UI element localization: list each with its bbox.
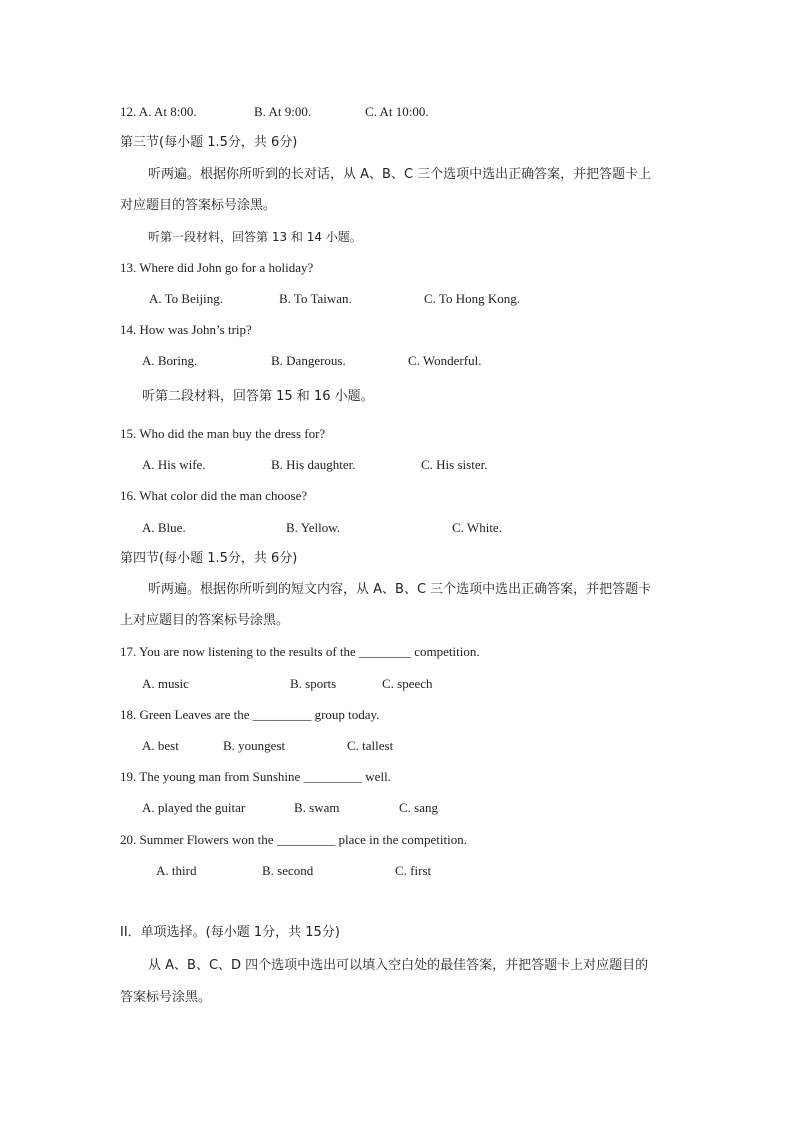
part2-instruction-line1: 从 A、B、C、D 四个选项中选出可以填入空白处的最佳答案，并把答题卡上对应题目的 [148, 958, 649, 973]
q12-stem: 12. A. At 8:00. [120, 104, 197, 119]
q19-option-a: A. played the guitar [142, 800, 246, 815]
q13-option-a: A. To Beijing. [149, 291, 223, 306]
q17-option-b: B. sports [290, 676, 337, 691]
q13-option-b: B. To Taiwan. [279, 291, 352, 306]
q13-stem: 13. Where did John go for a holiday? [120, 260, 314, 275]
q16-option-b: B. Yellow. [286, 520, 341, 535]
q14-stem: 14. How was John’s trip? [120, 322, 252, 337]
section3-instruction-line2: 对应题目的答案标号涂黑。 [120, 198, 277, 213]
q15-option-b: B. His daughter. [271, 457, 356, 472]
q14-option-b: B. Dangerous. [271, 353, 346, 368]
q17-option-a: A. music [142, 676, 189, 691]
q15-option-a: A. His wife. [142, 457, 206, 472]
q14-option-a: A. Boring. [142, 353, 198, 368]
q20-option-a: A. third [156, 863, 197, 878]
q18-option-c: C. tallest [347, 738, 394, 753]
q19-option-c: C. sang [399, 800, 438, 815]
section4-title: 第四节(每小题 1.5分，共 6分) [120, 551, 298, 566]
q16-stem: 16. What color did the man choose? [120, 488, 308, 503]
section4-instruction-line2: 上对应题目的答案标号涂黑。 [120, 613, 290, 628]
q16-option-a: A. Blue. [142, 520, 186, 535]
part2-instruction-line2: 答案标号涂黑。 [120, 990, 212, 1005]
q18-option-a: A. best [142, 738, 179, 753]
q16-option-c: C. White. [452, 520, 502, 535]
q12-option-c: C. At 10:00. [365, 104, 429, 119]
q14-option-c: C. Wonderful. [408, 353, 482, 368]
section4-instruction-line1: 听两遍。根据你所听到的短文内容，从 A、B、C 三个选项中选出正确答案，并把答题卡 [148, 582, 652, 597]
q13-option-c: C. To Hong Kong. [424, 291, 520, 306]
q12-option-b: B. At 9:00. [254, 104, 312, 119]
q20-stem: 20. Summer Flowers won the _________ place in the competition. [120, 832, 467, 847]
part2-title: II．单项选择。(每小题 1分，共 15分) [120, 925, 340, 940]
q17-stem: 17. You are now listening to the results of the ________ competition. [120, 644, 480, 659]
q20-option-c: C. first [395, 863, 432, 878]
material2-heading: 听第二段材料，回答第 15 和 16 小题。 [142, 389, 374, 404]
q18-option-b: B. youngest [223, 738, 286, 753]
q18-stem: 18. Green Leaves are the _________ group today. [120, 707, 380, 722]
material1-heading: 听第一段材料，回答第 13 和 14 小题。 [148, 230, 362, 244]
section3-instruction-line1: 听两遍。根据你所听到的长对话，从 A、B、C 三个选项中选出正确答案，并把答题卡上 [148, 167, 652, 182]
q20-option-b: B. second [262, 863, 314, 878]
q19-stem: 19. The young man from Sunshine _________ well. [120, 769, 391, 784]
q15-stem: 15. Who did the man buy the dress for? [120, 426, 326, 441]
q19-option-b: B. swam [294, 800, 340, 815]
q15-option-c: C. His sister. [421, 457, 488, 472]
section3-title: 第三节(每小题 1.5分，共 6分) [120, 135, 298, 150]
q17-option-c: C. speech [382, 676, 433, 691]
